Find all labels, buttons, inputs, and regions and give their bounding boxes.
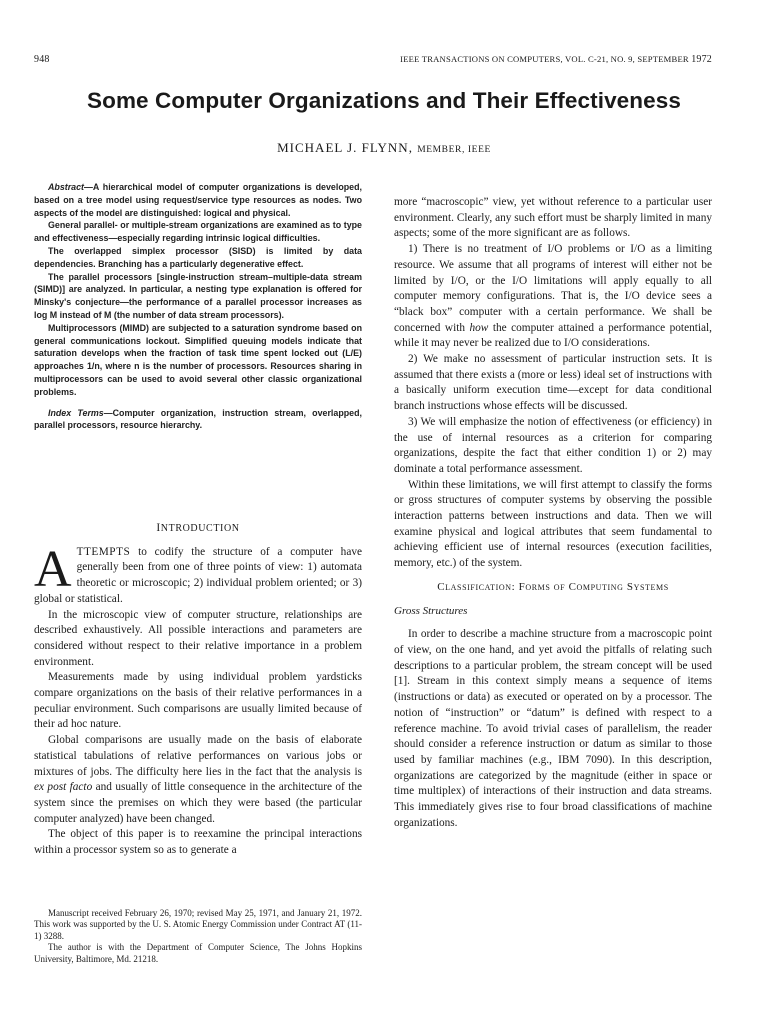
right-para-0: more “macroscopic” view, yet without reference to a particular user environment. Clearly, any such effort must be sharply limited in many aspects; some of the more significant are as follows. [394,196,712,240]
introduction-heading [34,521,362,537]
journal-year: 1972 [691,54,712,65]
right-para-2: 2) We make no assessment of particular instruction sets. It is assumed that there exists a (more or less) ideal set of instructions with a basically uniform execution time—except for data conditional branch instructions whose effects will be discussed. [394,353,712,413]
right-text-1b: the computer attained a performance potential, while it may never be realized due to I/O considerations. [394,321,712,350]
intro-text-1: to codify the structure of a computer have generally been from one of three points of view: 1) automata theoretic or microscopic; 2) individual problem oriented; or 3) global or statistical. [34,545,362,605]
right-column [394,195,712,831]
right-text-1-em: how [469,321,489,334]
right-para-1 [394,242,712,352]
footnote-affiliation: The author is with the Department of Computer Science, The Johns Hopkins University, Baltimore, Md. 21218. [34,942,362,964]
journal-citation [400,54,712,65]
right-para-3: 3) We will emphasize the notion of effectiveness (or efficiency) in the use of internal resources as a criterion for comparing organizations, despite the fact that either condition 1) or 2) may dominate a total performance assessment. [394,415,712,475]
intro-para-1 [34,540,362,608]
page-number: 948 [34,54,50,65]
intro-para-5: The object of this paper is to reexamine the principal interactions within a processor system so as to generate a [34,828,362,857]
abstract-para-1 [34,181,362,219]
index-terms-label: Index Terms [48,407,104,418]
abstract-label: Abstract [48,182,85,192]
intro-para-2: In the microscopic view of computer structure, relationships are described exhaustively. All possible interactions and parameters are considered without respect to their relative importance in a problem environment. [34,608,362,668]
gross-structures-subheading: Gross Structures [394,604,468,617]
heading-rest: NTRODUCTION [160,523,240,534]
journal-name: IEEE TRANSACTIONS ON COMPUTERS, VOL. C-21, NO. 9, SEPTEMBER [400,54,689,64]
index-terms [34,407,362,433]
abstract-text-1: —A hierarchical model of computer organizations is developed, based on a tree model using request/service type resources as nodes. Two aspects of the model are distinguished: logical and physical. [34,182,362,218]
intro-text-4a: Global comparisons are usually made on the basis of elaborate statistical tabulations of relative performances on various jobs or mixtures of jobs. The difficulty here lies in the fact that the analysis is [34,734,362,778]
author-membership: MEMBER, IEEE [417,145,491,155]
intro-caps: TTEMPTS [76,545,131,558]
intro-para-3: Measurements made by using individual problem yardsticks compare organizations on the basis of their relative performances in a peculiar environment. Such comparisons are usually limited because of their ad hoc nature. [34,671,362,731]
paper-title: Some Computer Organizations and Their Effectiveness [87,88,681,113]
right-para-4: Within these limitations, we will first attempt to classify the forms or gross structures of computer systems by observing the possible interaction patterns between instructions and data. Then we will examine physical and logical attributes that seem fundamental to achieving efficient use of internal resources (execution facilities, memory, etc.) of the system. [394,478,712,570]
author-name: MICHAEL J. FLYNN, [277,140,413,155]
intro-para-4 [34,733,362,827]
abstract [34,181,362,432]
abstract-para-2: General parallel- or multiple-stream organizations are examined as to type and effectiveness—especially regarding intrinsic logical difficulties. [34,220,362,244]
drop-cap: A [34,540,72,598]
right-para-5: In order to describe a machine structure from a macroscopic point of view, on the one hand, and yet avoid the pitfalls of relating such descriptions to a particular problem, the stream concept will be used [1]. Stream in this context simply means a sequence of items (instructions or data) as executed or operated on by a processor. The notion of “instruction” or “datum” is defined with respect to a reference machine. To avoid trivial cases of parallelism, the reader should consider a reference instruction or datum as similar to those used by familiar machines (e.g., IBM 7090). In this description, organizations are categorized by the magnitude (either in space or time multiplex) of interactions of their instruction and data streams. This immediately gives rise to four broad classifications of machine organizations. [394,628,712,829]
footnote [34,908,362,965]
footnote-manuscript: Manuscript received February 26, 1970; revised May 25, 1971, and January 21, 1972. This work was supported by the U. S. Atomic Energy Commission under Contract AT (11-1) 3288. [34,908,362,941]
author-line [0,140,768,156]
abstract-para-5: Multiprocessors (MIMD) are subjected to a saturation syndrome based on general communications lockout. Simplified queuing models indicate that saturation develops when the fraction of task time spent locked out (L/E) approaches 1/n, where n is the number of processors. Resources sharing in multiprocessors can be used to avoid several other classic organizational problems. [34,322,362,397]
right-text-1a: 1) There is no treatment of I/O problems or I/O as a limiting resource. We assume that all programs of interest will either not be limited by I/O, or the I/O limitations will apply equally to all computer memory configurations. That is, the I/O device sees a “black box” computer with a certain performance. We shall be concerned with [394,243,712,334]
abstract-para-3: The overlapped simplex processor (SISD) is limited by data dependencies. Branching has a particularly degenerative effect. [34,245,362,269]
abstract-para-4: The parallel processors [single-instruction stream–multiple-data stream (SIMD)] are analyzed. In particular, a nesting type explanation is offered for Minsky's conjecture—the performance of a parallel processor increases as log M instead of M (the number of data stream processors). [34,271,362,320]
intro-text-4b: and usually of little consequence in the architecture of the system since the premises on which they were based (the particular computer analyzed) have been changed. [34,781,362,825]
introduction-section [34,513,362,859]
heading-initial: I [156,522,161,534]
intro-text-4-em: ex post facto [34,781,93,794]
index-terms-text: —Computer organization, instruction stream, overlapped, parallel processors, resource hierarchy. [34,407,362,431]
classification-heading: Classification: Forms of Computing Systems [437,580,669,593]
